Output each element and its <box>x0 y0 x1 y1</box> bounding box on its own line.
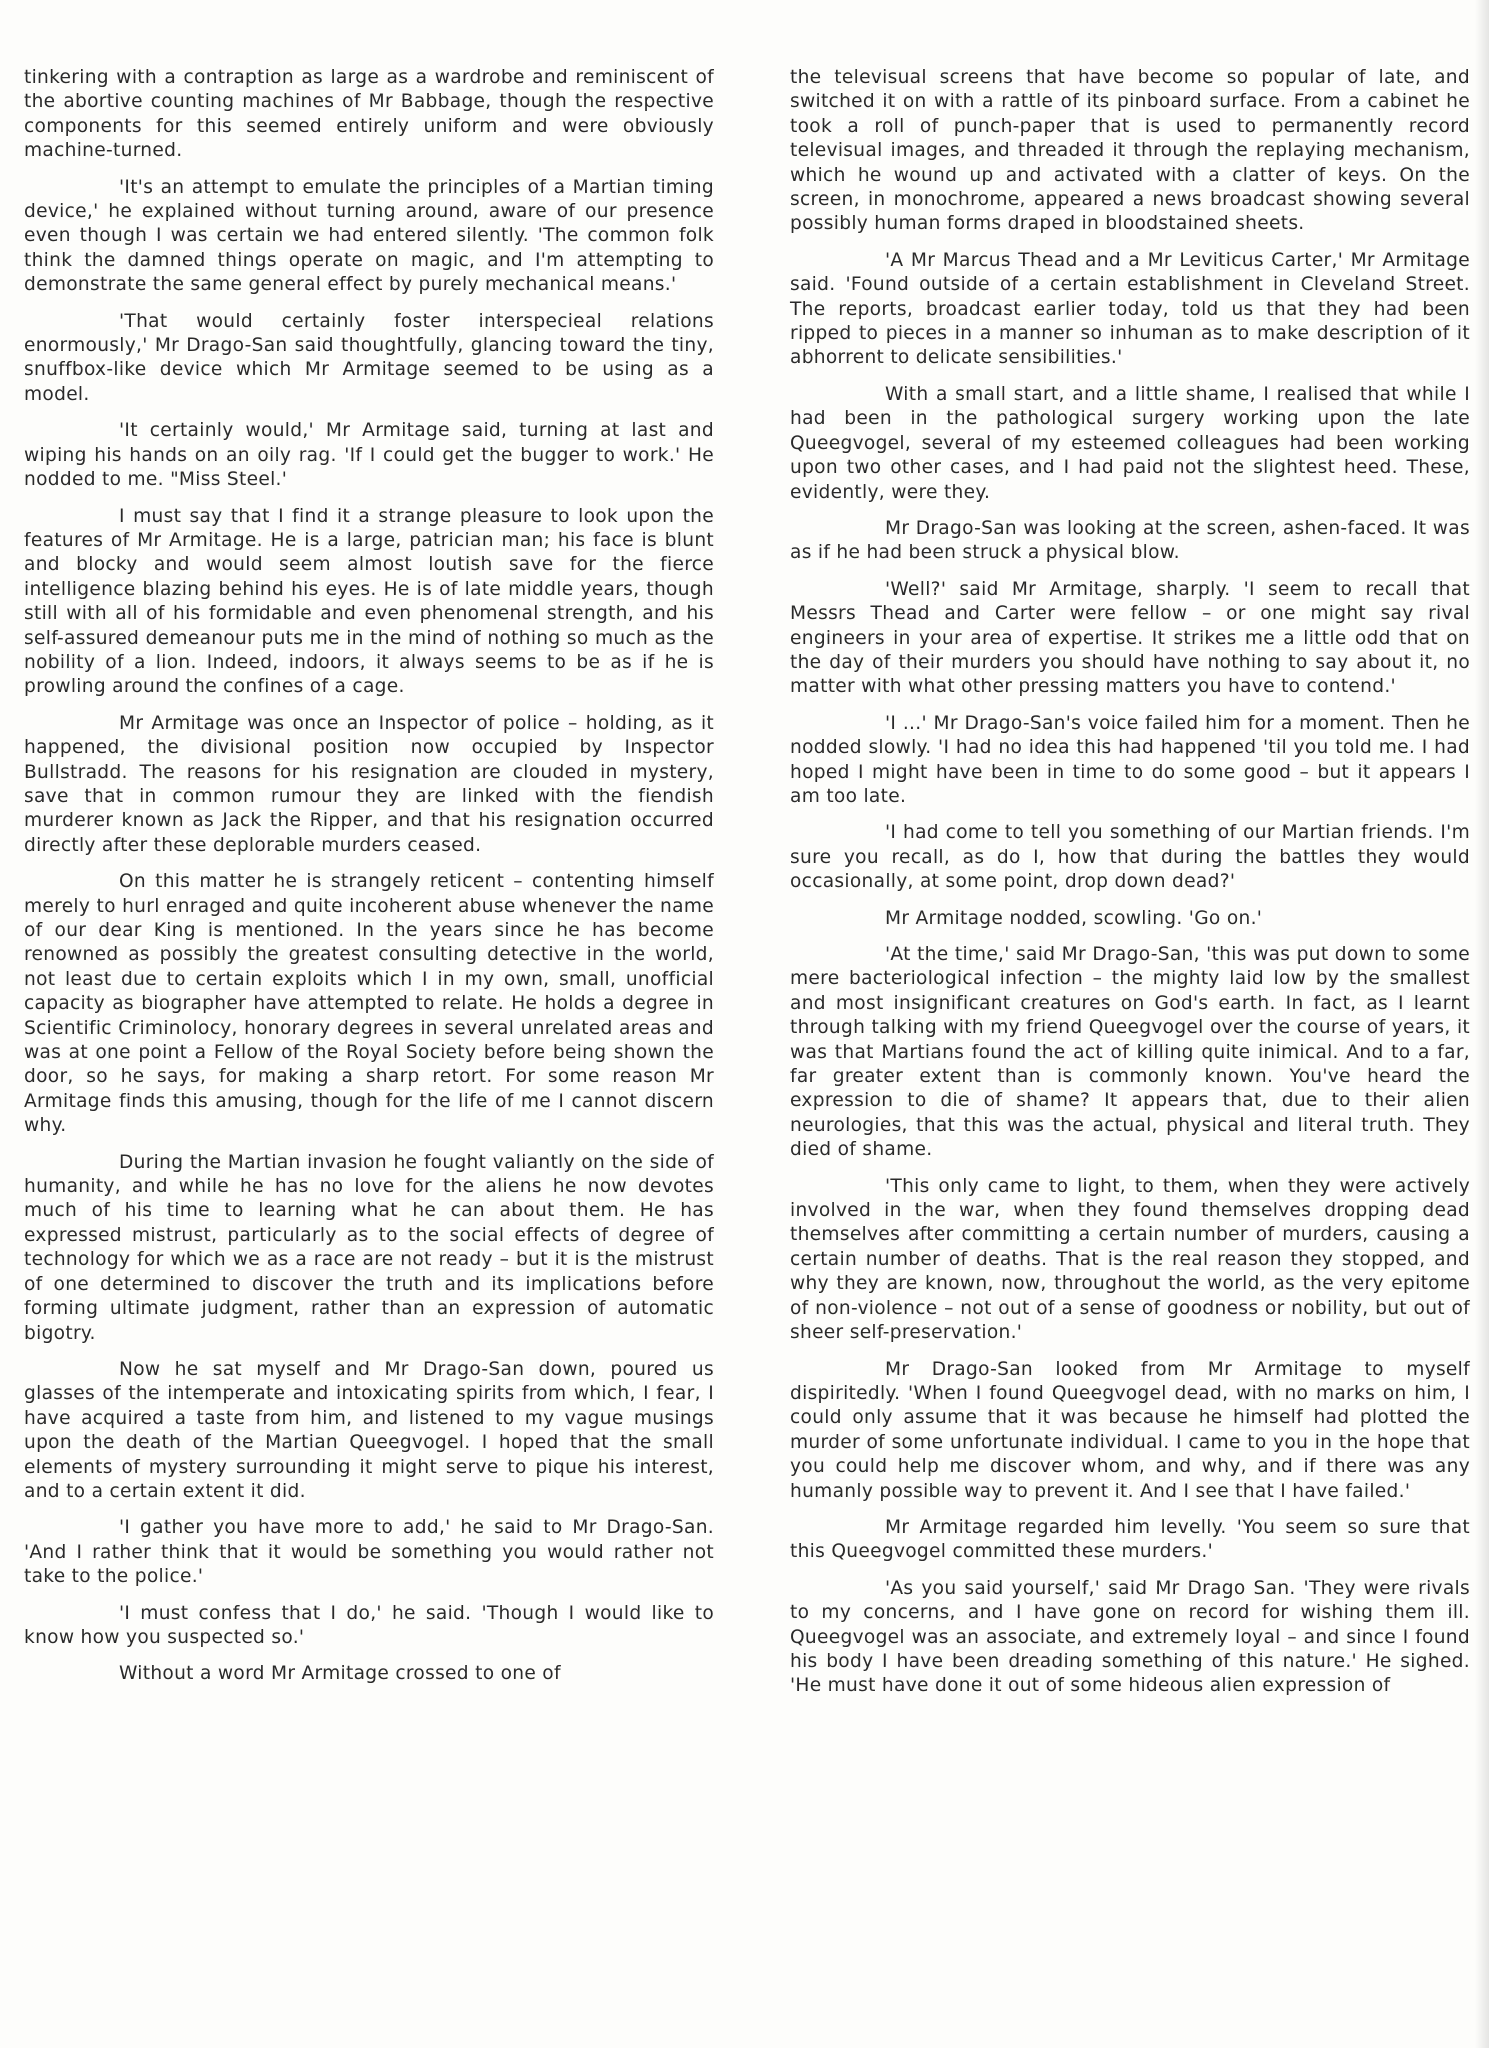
paragraph: Now he sat myself and Mr Drago-San down, poured us glasses of the intemperate and intoxicating spirits from which, I fear, I have acquired a taste from him, and listened to my vague musings upon the death of the Martian Queegvogel. I hoped that the small elements of mystery surrounding it might serve to pique his interest, and to a certain extent it did. <box>24 1358 714 1502</box>
paragraph: 'Well?' said Mr Armitage, sharply. 'I seem to recall that Messrs Thead and Carter were fellow – or one might say rival engineers in your area of expertise. It strikes me a little odd that on the day of their murders you should have nothing to say about it, no matter with what other pressing matters you have to contend.' <box>790 578 1470 698</box>
paragraph: Mr Drago-San looked from Mr Armitage to myself dispiritedly. 'When I found Queegvogel dead, with no marks on him, I could only assume that it was because he himself had plotted the murder of some unfortunate individual. I came to you in the hope that you could help me discover whom, and why, and if there was any humanly possible way to prevent it. And I see that I have failed.' <box>790 1358 1470 1502</box>
paragraph: 'As you said yourself,' said Mr Drago San. 'They were rivals to my concerns, and I have gone on record for wishing them ill. Queegvogel was an associate, and extremely loyal – and since I found his body I have been dreading something of this nature.' He sighed. 'He must have done it out of some hideous alien expression of <box>790 1577 1470 1697</box>
left-column <box>24 66 714 1699</box>
paragraph: the televisual screens that have become so popular of late, and switched it on with a rattle of its pinboard surface. From a cabinet he took a roll of punch-paper that is used to permanently record televisual images, and threaded it through the replaying mechanism, which he wound up and activated with a clatter of keys. On the screen, in monochrome, appeared a news broadcast showing several possibly human forms draped in bloodstained sheets. <box>790 67 1470 235</box>
paragraph: 'I gather you have more to add,' he said to Mr Drago-San. 'And I rather think that it would be something you would rather not take to the police.' <box>24 1517 714 1588</box>
paragraph: 'I must confess that I do,' he said. 'Though I would like to know how you suspected so.' <box>24 1602 714 1648</box>
paragraph: On this matter he is strangely reticent – contenting himself merely to hurl enraged and quite incoherent abuse whenever the name of our dear King is mentioned. In the years since he has become renowned as possibly the greatest consulting detective in the world, not least due to certain exploits which I in my own, small, unofficial capacity as biographer have attempted to relate. He holds a degree in Scientific Criminolocy, honorary degrees in several unrelated areas and was at one point a Fellow of the Royal Society before being shown the door, so he says, for making a sharp retort. For some reason Mr Armitage finds this amusing, though for the life of me I cannot discern why. <box>24 871 714 1137</box>
paragraph: Mr Armitage was once an Inspector of police – holding, as it happened, the divisional position now occupied by Inspector Bullstradd. The reasons for his resignation are clouded in mystery, save that in common rumour they are linked with the fiendish murderer known as Jack the Ripper, and that his resignation occurred directly after these deplorable murders ceased. <box>24 712 714 856</box>
paragraph: 'It's an attempt to emulate the principles of a Martian timing device,' he explained without turning around, aware of our presence even though I was certain we had entered silently. 'The common folk think the damned things operate on magic, and I'm attempting to demonstrate the same general effect by purely mechanical means.' <box>24 176 714 296</box>
paragraph: 'I ...' Mr Drago-San's voice failed him for a moment. Then he nodded slowly. 'I had no idea this had happened 'til you told me. I had hoped I might have been in time to do some good – but it appears I am too late. <box>790 712 1470 807</box>
paragraph: 'At the time,' said Mr Drago-San, 'this was put down to some mere bacteriological infection – the mighty laid low by the smallest and most insignificant creatures on God's earth. In fact, as I learnt through talking with my friend Queegvogel over the course of years, it was that Martians found the act of killing quite inimical. And to a far, far greater extent than is commonly known. You've heard the expression to die of shame? It appears that, due to their alien neurologies, that this was the actual, physical and literal truth. They died of shame. <box>790 944 1470 1161</box>
paragraph: 'It certainly would,' Mr Armitage said, turning at last and wiping his hands on an oily rag. 'If I could get the bugger to work.' He nodded to me. "Miss Steel.' <box>24 420 714 491</box>
paragraph: Mr Armitage regarded him levelly. 'You seem so sure that this Queegvogel committed these murders.' <box>790 1516 1470 1563</box>
scan-edge-shadow <box>1475 0 1489 2048</box>
paragraph: During the Martian invasion he fought valiantly on the side of humanity, and while he has no love for the aliens he now devotes much of his time to learning what he can about them. He has expressed mistrust, particularly as to the social effects of degree of technology for which we as a race are not ready – but it is the mistrust of one determined to discover the truth and its implications before forming ultimate judgment, rather than an expression of automatic bigotry. <box>24 1151 714 1344</box>
paragraph: Without a word Mr Armitage crossed to one of <box>119 1663 561 1685</box>
paragraph: 'A Mr Marcus Thead and a Mr Leviticus Carter,' Mr Armitage said. 'Found outside of a certain establishment in Cleveland Street. The reports, broadcast earlier today, told us that they had been ripped to pieces in a manner so inhuman as to make description of it abhorrent to delicate sensibilities.' <box>790 249 1470 369</box>
paragraph: With a small start, and a little shame, I realised that while I had been in the pathological surgery working upon the late Queegvogel, several of my esteemed colleagues had been working upon two other cases, and I had paid not the slightest heed. These, evidently, were they. <box>790 383 1470 503</box>
paragraph: 'That would certainly foster interspecieal relations enormously,' Mr Drago-San said thoughtfully, glancing toward the tiny, snuffbox-like device which Mr Armitage seemed to be using as a model. <box>24 310 714 405</box>
right-column <box>790 66 1470 1711</box>
paragraph: I must say that I find it a strange pleasure to look upon the features of Mr Armitage. He is a large, patrician man; his face is blunt and blocky and would seem almost loutish save for the fierce intelligence blazing behind his eyes. He is of late middle years, though still with all of his formidable and even phenomenal strength, and his self-assured demeanour puts me in the mind of nothing so much as the nobility of a lion. Indeed, indoors, it always seems to be as if he is prowling around the confines of a cage. <box>24 505 714 698</box>
paragraph: 'I had come to tell you something of our Martian friends. I'm sure you recall, as do I, how that during the battles they would occasionally, at some point, drop down dead?' <box>790 822 1470 893</box>
paragraph: tinkering with a contraption as large as a wardrobe and reminiscent of the abortive counting machines of Mr Babbage, though the respective components for this seemed entirely uniform and were obviously machine-turned. <box>24 67 714 162</box>
paragraph: 'This only came to light, to them, when they were actively involved in the war, when they found themselves dropping dead themselves after committing a certain number of murders, causing a certain number of deaths. That is the real reason they stopped, and why they are known, now, throughout the world, as the very epitome of non-violence – not out of a sense of goodness or nobility, but out of sheer self-preservation.' <box>790 1175 1470 1344</box>
paragraph: Mr Drago-San was looking at the screen, ashen-faced. It was as if he had been struck a physical blow. <box>790 517 1470 564</box>
paragraph: Mr Armitage nodded, scowling. 'Go on.' <box>885 907 1263 929</box>
